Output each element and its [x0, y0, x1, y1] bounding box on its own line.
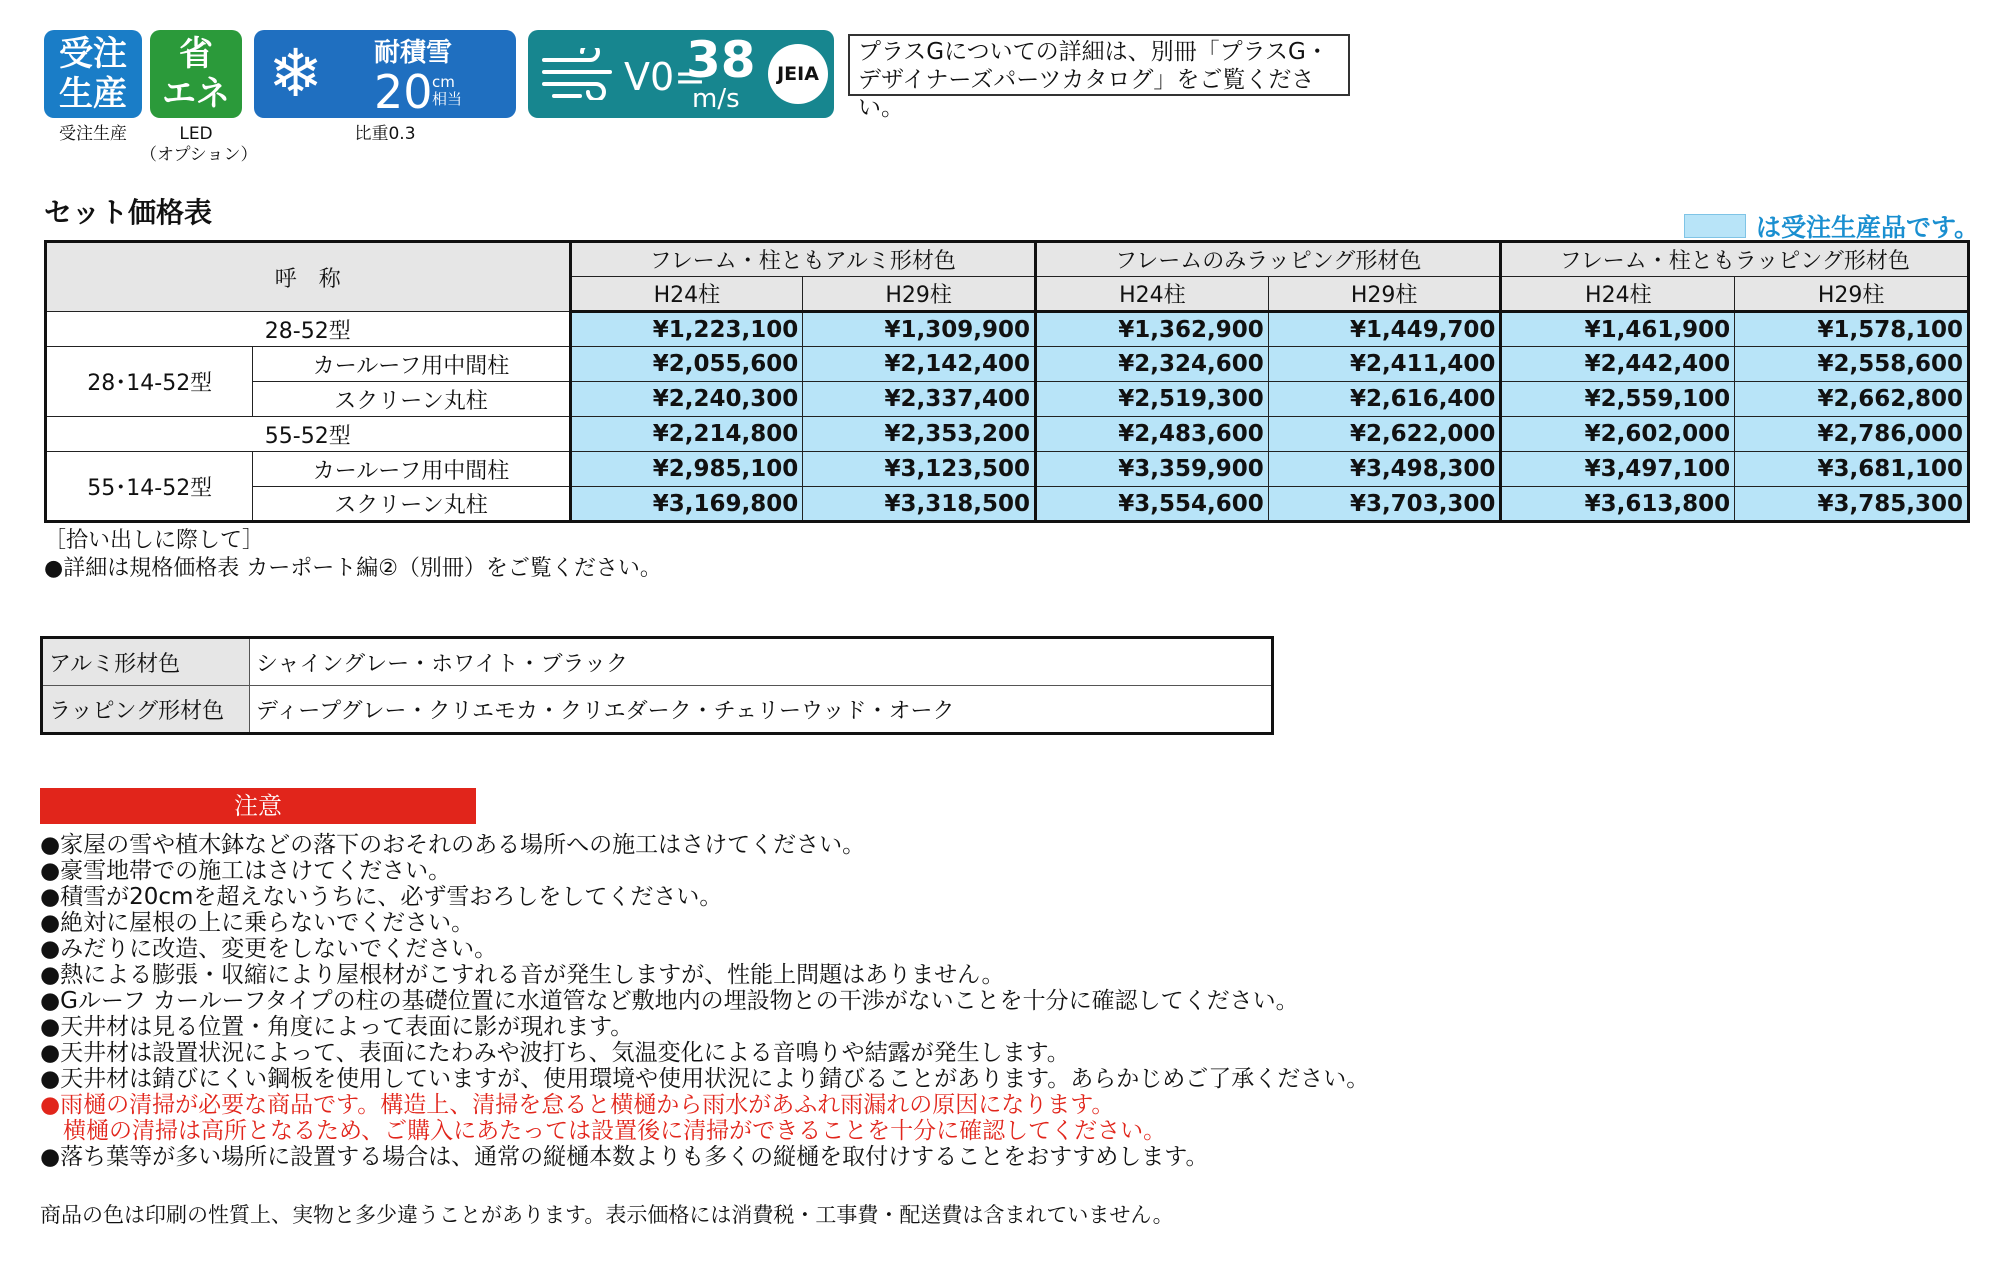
badge-line: 省 [179, 34, 213, 74]
badge-line: 受注 [59, 34, 127, 74]
table-row [46, 452, 1969, 487]
row-subname: カールーフ用中間柱 [253, 452, 570, 487]
price-cell: ¥3,318,500 [803, 487, 1036, 522]
footer-note: 商品の色は印刷の性質上、実物と多少違うことがあります。表示価格には消費税・工事費・配送費は含まれていません。 [40, 1203, 1174, 1227]
price-cell: ¥2,353,200 [803, 417, 1036, 452]
caution-item-important: ●雨樋の清掃が必要な商品です。構造上、清掃を怠ると横樋から雨水があふれ雨漏れの原因になります。 [40, 1092, 1115, 1118]
row-name: 28-52型 [46, 312, 571, 347]
price-cell: ¥3,123,500 [803, 452, 1036, 487]
price-cell: ¥2,519,300 [1035, 382, 1268, 417]
catalog-notice [848, 34, 1350, 121]
legend-text: は受注生産品です。 [1756, 213, 1980, 242]
unit-line: 相当 [432, 90, 463, 108]
caution-item: ●天井材は錆びにくい鋼板を使用していますが、使用環境や使用状況により錆びることがあります。あらかじめご了承ください。 [40, 1066, 1370, 1092]
snow-load-caption: 比重0.3 [354, 124, 416, 144]
price-cell: ¥2,558,600 [1735, 347, 1969, 382]
table-row [46, 417, 1969, 452]
row-name: 55･14-52型 [46, 452, 253, 522]
price-cell: ¥2,622,000 [1268, 417, 1501, 452]
price-cell: ¥2,616,400 [1268, 382, 1501, 417]
price-table-title: セット価格表 [44, 196, 213, 229]
price-cell: ¥2,662,800 [1735, 382, 1969, 417]
caption-line: LED [179, 124, 213, 144]
price-cell: ¥3,359,900 [1035, 452, 1268, 487]
column-header: H29柱 [1735, 277, 1969, 312]
price-cell: ¥2,602,000 [1501, 417, 1735, 452]
price-cell: ¥3,613,800 [1501, 487, 1735, 522]
price-cell: ¥3,785,300 [1735, 487, 1969, 522]
badge-line: 生産 [59, 74, 127, 114]
made-to-order-badge [44, 30, 142, 118]
wind-speed-value: 38 [686, 31, 756, 89]
made-to-order-caption: 受注生産 [59, 124, 127, 144]
caution-item: ●天井材は見る位置・角度によって表面に影が現れます。 [40, 1014, 634, 1040]
snow-load-title: 耐積雪 [374, 38, 453, 68]
color-value: ディープグレー・クリエモカ・クリエダーク・チェリーウッド・オーク [250, 686, 1273, 734]
price-cell: ¥2,240,300 [570, 382, 803, 417]
made-to-order-legend [1684, 208, 1979, 244]
price-cell: ¥3,703,300 [1268, 487, 1501, 522]
table-row [46, 347, 1969, 382]
column-header: H24柱 [1501, 277, 1735, 312]
energy-saving-caption [140, 124, 258, 166]
group-header: フレーム・柱ともアルミ形材色 [570, 242, 1035, 277]
caution-item: ●天井材は設置状況によって、表面にたわみや波打ち、気温変化による音鳴りや結露が発生します。 [40, 1040, 1070, 1066]
price-cell: ¥2,442,400 [1501, 347, 1735, 382]
caution-item: ●家屋の雪や植木鉢などの落下のおそれのある場所への施工はさけてください。 [40, 832, 866, 858]
color-options-table [40, 636, 1274, 735]
row-name: 28･14-52型 [46, 347, 253, 417]
color-label: アルミ形材色 [42, 638, 250, 686]
pickup-note-heading: ［拾い出しに際して］ [44, 528, 265, 553]
caution-item: ●熱による膨張・収縮により屋根材がこすれる音が発生しますが、性能上問題はありません。 [40, 962, 1005, 988]
caution-item: ●落ち葉等が多い場所に設置する場合は、通常の縦樋本数よりも多くの縦樋を取付けすることをおすすめします。 [40, 1144, 1209, 1170]
caution-list [40, 832, 1369, 1170]
color-label: ラッピング形材色 [42, 686, 250, 734]
unit-line: cm [432, 73, 455, 91]
price-cell: ¥2,324,600 [1035, 347, 1268, 382]
energy-saving-badge [150, 30, 242, 118]
caution-item: ●積雪が20cmを超えないうちに、必ず雪おろしをしてください。 [40, 884, 723, 910]
column-header: H29柱 [803, 277, 1036, 312]
snow-load-unit [432, 74, 462, 108]
price-cell: ¥1,223,100 [570, 312, 803, 347]
price-cell: ¥1,362,900 [1035, 312, 1268, 347]
price-cell: ¥1,309,900 [803, 312, 1036, 347]
snow-load-badge [254, 30, 516, 118]
price-table [44, 240, 1970, 523]
price-cell: ¥2,214,800 [570, 417, 803, 452]
column-header: H24柱 [570, 277, 803, 312]
price-cell: ¥2,142,400 [803, 347, 1036, 382]
table-row [46, 312, 1969, 347]
row-subname: スクリーン丸柱 [253, 382, 570, 417]
table-row [42, 686, 1273, 734]
wind-icon [540, 48, 620, 100]
price-cell: ¥3,169,800 [570, 487, 803, 522]
price-cell: ¥2,559,100 [1501, 382, 1735, 417]
column-header: H24柱 [1035, 277, 1268, 312]
price-cell: ¥2,411,400 [1268, 347, 1501, 382]
row-name: 55-52型 [46, 417, 571, 452]
row-subname: スクリーン丸柱 [253, 487, 570, 522]
price-cell: ¥1,449,700 [1268, 312, 1501, 347]
name-header: 呼 称 [46, 242, 571, 312]
price-cell: ¥3,497,100 [1501, 452, 1735, 487]
price-cell: ¥2,055,600 [570, 347, 803, 382]
wind-speed-unit: m/s [692, 84, 740, 114]
price-cell: ¥1,578,100 [1735, 312, 1969, 347]
price-cell: ¥2,786,000 [1735, 417, 1969, 452]
caution-item-important: 横樋の清掃は高所となるため、ご購入にあたっては設置後に清掃ができることを十分に確認してください。 [40, 1118, 1167, 1144]
price-cell: ¥2,483,600 [1035, 417, 1268, 452]
price-cell: ¥2,985,100 [570, 452, 803, 487]
price-cell: ¥2,337,400 [803, 382, 1036, 417]
notice-line: デザイナーズパーツカタログ」をご覧ください。 [858, 67, 1315, 121]
caution-item: ●豪雪地帯での施工はさけてください。 [40, 858, 452, 884]
notice-line: プラスGについての詳細は、別冊「プラスG・ [858, 39, 1329, 65]
table-row [46, 487, 1969, 522]
caution-item: ●みだりに改造、変更をしないでください。 [40, 936, 498, 962]
caution-heading: 注意 [40, 788, 476, 824]
wind-v0-label: V0= [624, 55, 707, 99]
group-header: フレームのみラッピング形材色 [1035, 242, 1500, 277]
row-subname: カールーフ用中間柱 [253, 347, 570, 382]
jeia-logo: JEIA [768, 44, 828, 104]
pickup-note-line: ●詳細は規格価格表 カーポート編②（別冊）をご覧ください。 [44, 556, 662, 581]
price-cell: ¥3,554,600 [1035, 487, 1268, 522]
snowflake-icon: ❄ [268, 35, 324, 112]
table-row [46, 382, 1969, 417]
price-cell: ¥3,681,100 [1735, 452, 1969, 487]
caution-item: ●Gルーフ カールーフタイプの柱の基礎位置に水道管など敷地内の埋設物との干渉がないことを十分に確認してください。 [40, 988, 1299, 1014]
color-value: シャイングレー・ホワイト・ブラック [250, 638, 1273, 686]
caption-line: （オプション） [140, 145, 258, 165]
wind-speed-badge [528, 30, 834, 118]
column-header: H29柱 [1268, 277, 1501, 312]
badge-line: エネ [162, 74, 230, 114]
group-header: フレーム・柱ともラッピング形材色 [1501, 242, 1969, 277]
price-cell: ¥3,498,300 [1268, 452, 1501, 487]
snow-load-value: 20 [374, 65, 433, 119]
price-cell: ¥1,461,900 [1501, 312, 1735, 347]
table-row [42, 638, 1273, 686]
caution-item: ●絶対に屋根の上に乗らないでください。 [40, 910, 475, 936]
legend-swatch [1684, 214, 1746, 238]
